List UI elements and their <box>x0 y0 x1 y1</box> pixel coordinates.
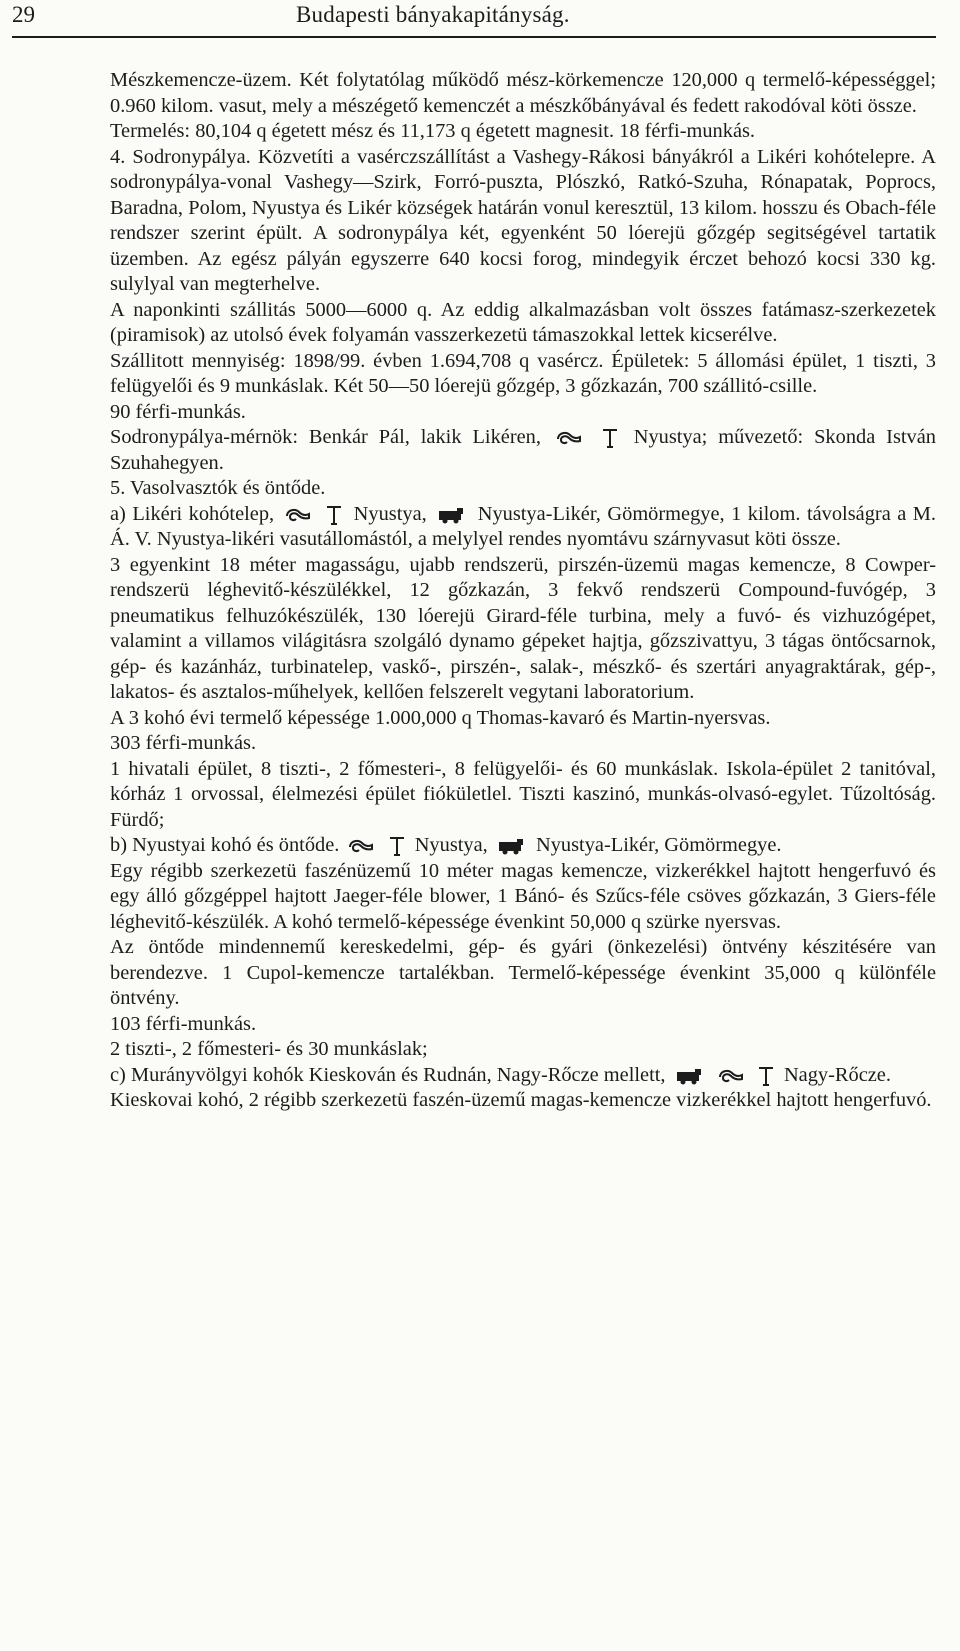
section-heading: 5. Vasolvasztók és öntőde. <box>110 477 326 499</box>
post-horn-icon <box>718 1067 744 1085</box>
engineer-text: Sodronypálya-mérnök: Benkár Pál, lakik Likéren, <box>110 426 541 448</box>
railway-station-icon <box>437 506 467 524</box>
paragraph-nyustya <box>110 833 936 859</box>
paragraph: 303 férfi-munkás. <box>110 732 257 754</box>
nyustya-text: Nyustya-Likér, Gömörmegye. <box>535 834 782 856</box>
page-header <box>12 0 936 40</box>
paragraph: A naponkinti szállitás 5000—6000 q. Az eddig alkalmazásban volt összes fatámasz-szerkezetek (piramisok) az utolsó évek folyamán vasszerkezetü támaszokkal lettek kicserélve. <box>110 298 936 346</box>
telegraph-icon <box>388 835 406 857</box>
paragraph-likeri <box>110 502 936 553</box>
telegraph-icon <box>601 427 619 449</box>
paragraph: A 3 kohó évi termelő képessége 1.000,000 q Thomas-kavaró és Martin-nyersvas. <box>110 706 771 729</box>
header-rule <box>12 36 936 38</box>
paragraph: 1 hivatali épület, 8 tiszti-, 2 főmesteri-, 8 felügyelői- és 60 munkáslak. Iskola-épület 2 tanitóval, kórház 1 orvossal, élelmezési épület fiókületlel. Tiszti kaszinó, munkás-olvasó-egylet. Tűzoltóság. Fürdő; <box>110 757 936 831</box>
paragraph: Az öntőde mindennemű kereskedelmi, gép- és gyári (önkezelési) öntvény készitésére van berendezve. 1 Cupol-kemencze tartalékban. Termelő-képessége évenkint 35,000 q különféle öntvény. <box>110 936 936 1009</box>
likeri-place: Nyustya, <box>353 502 427 525</box>
likeri-text: Nyustya-Likér, Gömörmegye, 1 kilom. távolságra a M. Á. V. Nyustya-likéri vasutállomástól, a melylyel rendes nyomtávu szárnyvasut köti össze. <box>110 502 936 550</box>
post-horn-icon <box>348 837 374 855</box>
railway-station-icon <box>497 837 527 855</box>
paragraph: 90 férfi-munkás. <box>110 400 246 423</box>
likeri-title: a) Likéri kohótelep, <box>110 502 275 525</box>
paragraph: Egy régibb szerkezetü faszénüzemű 10 méter magas kemencze, vizkerékkel hajtott hengerfuvó és egy álló gőzgéppel hajtott Jaeger-féle blower, 1 Bánó- és Szűcs-féle csöves gőzkazán, 3 Giers-féle léghevitő-készülék. A kohó termelő-képessége évenkint 50,000 q szürke nyersvas. <box>110 859 936 933</box>
paragraph: 3 egyenkint 18 méter magasságu, ujabb rendszerü, pirszén-üzemü magas kemencze, 8 Cowper-rendszerü léghevitő-készülékkel, 12 gőzkazán, 3 fekvő rendszerü Compound-fuvógép, 3 pneumatikus felhuzókészülék, 130 lóerejü Girard-féle turbina, mely a fuvó- és vizhuzógépet, valamint a villamos világitásra szolgáló dynamo gépeket hajtja, gőzszivattyu, 3 tágas öntőcsarnok, gép- és kazánház, turbinatelep, vaskő-, pirszén-, salak-, mészkő- és szertári anyagraktárak, gép-, lakatos- és asztalos-műhelyek, kellően felszerelt vegytani laboratorium. <box>110 553 936 703</box>
telegraph-icon <box>757 1065 775 1087</box>
murany-place: Nagy-Rőcze. <box>783 1063 891 1086</box>
telegraph-icon <box>325 504 343 526</box>
paragraph: Termelés: 80,104 q égetett mész és 11,173 q égetett magnesit. 18 férfi-munkás. <box>110 120 756 142</box>
page-number: 29 <box>12 2 35 27</box>
paragraph: Szállitott mennyiség: 1898/99. évben 1.694,708 q vasércz. Épületek: 5 állomási épület, 1 tiszti, 3 felügyelői és 9 munkáslak. Két 50—50 lóerejü gőzgép, 3 gőzkazán, 700 szállitó-csille. <box>110 349 936 397</box>
paragraph-murany <box>110 1063 936 1089</box>
nyustya-title: b) Nyustyai kohó és öntőde. <box>110 834 340 856</box>
railway-station-icon <box>675 1067 705 1085</box>
post-horn-icon <box>556 429 582 447</box>
paragraph: 4. Sodronypálya. Közvetíti a vasérczszállítást a Vashegy-Rákosi bányákról a Likéri kohótelepre. A sodronypálya-vonal Vashegy—Szirk, Forró-puszta, Plószkó, Ratkó-Szuha, Rónapatak, Poprocs, Baradna, Polom, Nyustya és Likér községek határán vonul keresztül, 13 kilom. hosszu és Obach-féle rendszer szerint épült. A sodronypálya két, egyenként 50 lóerejü gőzgép segitségével tartatik üzemben. Az egész pályán egyszerre 640 kocsi forog, mindegyik érczet behozó kocsi 330 kg. sulylyal van megterhelve. <box>110 145 936 295</box>
engineer-text-cont: Nyustya; művezető: Skonda István Szuhahegyen. <box>110 426 937 474</box>
paragraph: 2 tiszti-, 2 főmesteri- és 30 munkáslak; <box>110 1038 428 1060</box>
page-title: Budapesti bányakapitányság. <box>296 2 570 27</box>
post-horn-icon <box>285 506 311 524</box>
nyustya-place: Nyustya, <box>414 834 488 856</box>
murany-title: c) Murányvölgyi kohók Kieskován és Rudnán, Nagy-Rőcze mellett, <box>110 1063 666 1086</box>
body-text <box>110 68 936 1114</box>
paragraph: 103 férfi-munkás. <box>110 1012 257 1035</box>
paragraph-engineer <box>110 425 936 476</box>
paragraph: Kieskovai kohó, 2 régibb szerkezetü faszén-üzemű magas-kemencze vizkerékkel hajtott hengerfuvó. <box>110 1089 932 1111</box>
paragraph: Mészkemencze-üzem. Két folytatólag működő mész-körkemencze 120,000 q termelő-képességgel; 0.960 kilom. vasut, mely a mészégető kemenczét a mészkőbányával és fedett rakodóval köti össze. <box>110 69 936 117</box>
